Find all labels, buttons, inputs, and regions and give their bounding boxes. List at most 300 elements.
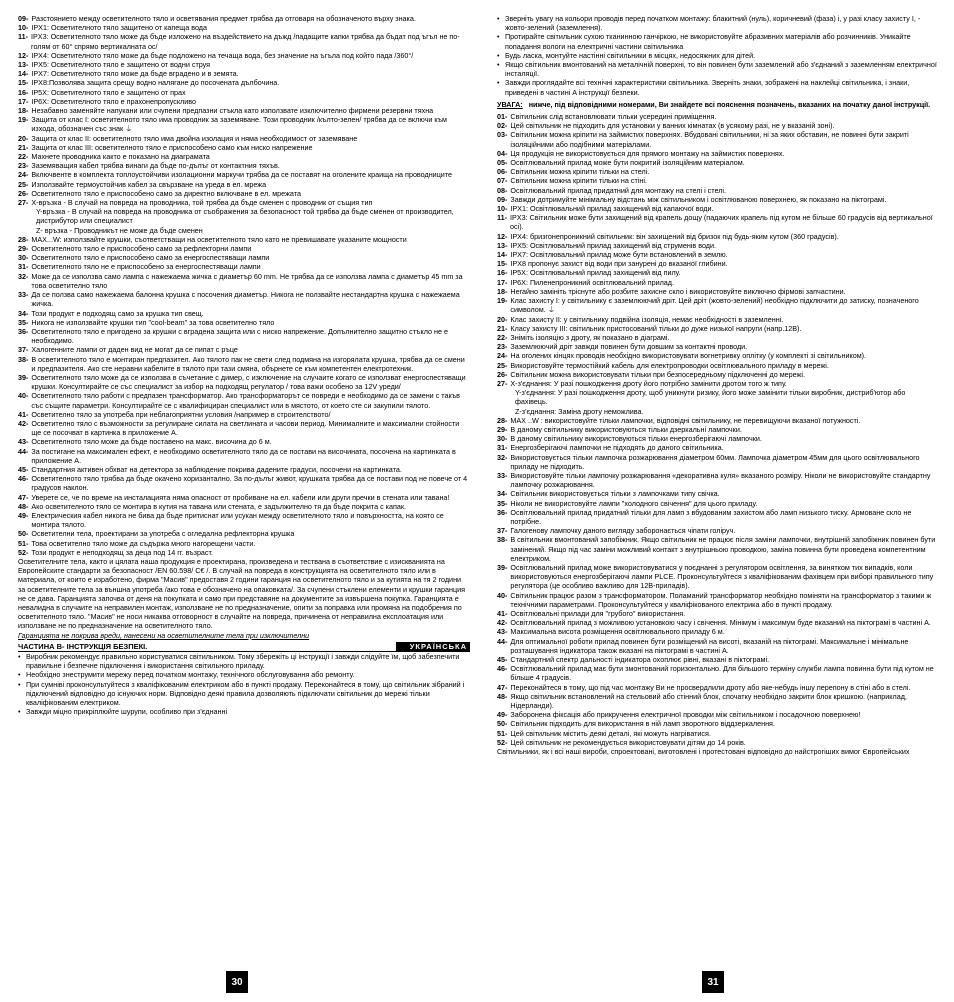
bullet-item [18, 707, 470, 716]
item-text: IPX1: Осветителното тяло защитено от капеща вода [31, 23, 207, 33]
item-text: IP6X: Осветителното тяло е прахонепропускливо [31, 96, 196, 106]
item-text: Використовуйте термостійкий кабель для електропроводки освітлювального приладу в мережі. [510, 360, 829, 370]
list-item [497, 499, 937, 508]
item-number: 36- [18, 326, 29, 336]
item-number: 38- [497, 535, 508, 545]
list-item [497, 121, 937, 130]
item-text: Освітлювальний прилад придатний для монтажу на стелі і стелі. [510, 185, 727, 195]
item-number: 27- [497, 378, 508, 388]
item-text: Осветителното тяло може да се използва в съчетание с димер, с изключение на случаите когато се използват енергоспестяващи крушки. Консултирайте се със специалист за избор на подходящ регулатор / това важи особено за 12V уреди/ [31, 372, 466, 392]
section-header [18, 642, 470, 652]
item-text: Галогенову лампочку даного вигляду заборонається чіпати голіруч. [510, 526, 736, 536]
list-item [18, 345, 470, 354]
item-number: 14- [497, 250, 508, 260]
bullet-text: Виробник рекомендує правильно користуватися світильником. Тому збережіть ці інструкції і завжди слідуйте їм, щоб забезпечити правильне і безпечне підключення і використання світильного приладу. [26, 652, 460, 671]
list-item [18, 161, 470, 170]
bullet-text: Завжди міцно прикріплюйте шурупи, особливо при з'єднанні [26, 707, 228, 717]
item-text: Використовується тільки лампочка розжарювання діаметром 60мм. Лампочка діаметром 45мм для цього освітлювального приладу не підходить. [510, 452, 920, 471]
item-text: IPX3: Осветителното тяло може да бъде изложено на въздействието на дъжд /падащите капки трябва да бъдат под ъгъл не по-голям от 60° спрямо вертикалната ос/ [31, 32, 460, 51]
item-text: Освітлювальний прилад має бути змонтований горизонтально. Для більшого терміну служби лампа повинна бути під кутом не більше 4 градусів. [510, 664, 934, 683]
list-item [18, 170, 470, 179]
list-item [497, 508, 937, 526]
item-text: Завжди дотримуйте мінімальну відстань між світильником і освітлюваною поверхнею, як показано на піктограмі. [510, 194, 887, 204]
item-number: 47- [18, 492, 29, 502]
item-text: В даному світильнику використовуються тільки дзеркальні лампочки. [510, 424, 742, 434]
item-number: 40- [18, 391, 29, 401]
item-text: Z-з'єднання: Заміна дроту неможлива. [515, 406, 644, 416]
list-item [497, 609, 937, 618]
item-text: MAX ..W : використовуйте тільки лампочки, відповідні світильнику, не перевищуючи вказаної потужності. [510, 415, 861, 425]
item-number: 33- [497, 470, 508, 480]
list-item [497, 232, 937, 241]
item-text: За постигане на максимален ефект, е необходимо осветителното тяло да се постави на височината, посочена на картинката в приложение A. [31, 446, 456, 465]
item-text: Може да се използва само лампа с нажежаема жичка с диаметър 60 mm. Не трябва да се използва лампа с диаметър 45 mm за това осветително тяло [31, 271, 463, 290]
item-number: 50- [497, 719, 508, 729]
item-text: Ця продукція не використовується для прямого монтажу на займистих поверхнях. [510, 148, 785, 158]
right-bullet-list [497, 14, 937, 97]
item-number: 31- [497, 443, 508, 453]
item-number: 21- [18, 142, 29, 152]
list-item [18, 373, 470, 391]
list-item [18, 152, 470, 161]
left-bullet-list [18, 652, 470, 716]
item-number: 43- [18, 437, 29, 447]
item-text: IPX5: Осветителното тяло е защитено от водни струя [31, 60, 211, 70]
item-text: Осветителното тяло работи с предпазен трансформатор. Ако трансформаторът се повреди е необходимо да се замени с такъв със същите параметри. Консултирайте се с квалифициран специалист или в мястото, от което сте си закупили тялото. [31, 391, 460, 410]
list-item [497, 130, 937, 148]
item-number: 45- [497, 655, 508, 665]
list-item [18, 309, 470, 318]
item-text: Стандартния активен обхват на детектора за наблюдение покрива дадените градуси, посочени на картинката. [31, 464, 402, 474]
item-number: 14- [18, 69, 29, 79]
item-number: 24- [497, 351, 508, 361]
list-item [18, 180, 470, 189]
item-text: IPX7: Освітлювальний прилад може бути встановлений в землю. [510, 250, 728, 260]
item-number: 23- [18, 161, 29, 171]
list-item [18, 539, 470, 548]
item-number: 10- [497, 204, 508, 214]
item-number: 38- [18, 354, 29, 364]
list-item [497, 250, 937, 259]
item-text: Никога не използвайте крушки тип "cool-beam" за това осветително тяло [31, 317, 275, 327]
item-number: 16- [497, 268, 508, 278]
item-text: Ніколи не використовуйте лампи "холодного свічення" для цього приладу. [510, 498, 758, 508]
item-text: Осветителното тяло е пригодено за крушки с вградена защита или с ниско напрежение. Допълнително защитно стъкло не е необходимо. [31, 326, 448, 346]
item-text: Да се ползва само нажежаема балонна крушка с посочения диаметър. Никога не ползвайте нестандартна крушка с нажежаема жичка. [31, 290, 460, 309]
item-number: 31- [18, 262, 29, 272]
item-number: 29- [18, 244, 29, 254]
list-item [18, 198, 470, 207]
warning-label: УВАГА: [497, 99, 523, 109]
item-number: 35- [497, 498, 508, 508]
item-number: 34- [18, 308, 29, 318]
item-text: IPX4: Осветителното тяло може да бъде подложено на течаща вода, без значение на ъгъла под който пада /360°/ [31, 50, 414, 60]
bullet-icon: • [18, 707, 21, 717]
list-item [497, 388, 937, 406]
list-item [18, 60, 470, 69]
item-text: IPX3: Світильник може бути захищений від крапель дощу (падаючих крапель під кутом не більше 60 градусів від вертикальної осі). [510, 213, 933, 232]
list-item [18, 97, 470, 106]
item-number: 40- [497, 590, 508, 600]
bullet-text: Необхідно знеструмити мережу перед початком монтажу, технічного обслуговування або ремонту. [26, 670, 355, 680]
item-text: Уверете се, че по време на инсталацията няма опасност от пробиване на ел. кабели или други пречки в стената или тавана! [31, 492, 450, 502]
item-text: Світильник можна кріпити на займистих поверхнях. Вбудовані світильники, ні за яких обставин, не повинні бути закриті ізоляційними або подібними матеріалами. [510, 130, 909, 149]
item-number: 49- [18, 510, 29, 520]
item-number: 28- [497, 415, 508, 425]
list-item [497, 443, 937, 452]
item-number: 32- [497, 452, 508, 462]
list-item [18, 143, 470, 152]
item-number: 12- [497, 231, 508, 241]
list-item [18, 244, 470, 253]
item-number: 52- [497, 737, 508, 747]
list-item [18, 318, 470, 327]
bullet-icon: • [18, 652, 21, 662]
item-text: Осветително тяло с възможности за регулиране силата на светлината и часови период. Минималните и максимални стойности ще се посочват в картинка в приложение A. [31, 418, 460, 438]
item-text: В даному світильнику використовуються тільки енергозберігаючі лампочки. [510, 434, 762, 444]
bullet-icon: • [18, 670, 21, 680]
list-item [18, 419, 470, 437]
item-number: 07- [497, 176, 508, 186]
item-number: 03- [497, 130, 508, 140]
bullet-icon: • [497, 14, 500, 23]
item-text: Переконайтеся в тому, що під час монтажу Ви не просвердлили дроту або яке-небудь іншу перепону в стіні або в стелі. [510, 682, 911, 692]
list-item [497, 112, 937, 121]
list-item [497, 268, 937, 277]
item-number: 18- [497, 286, 508, 296]
item-text: Клас захисту II: у світильнику подвійна ізоляція, немає необхідності в заземленні. [510, 314, 784, 324]
item-number: 25- [497, 360, 508, 370]
list-item [497, 563, 937, 591]
item-number: 39- [18, 372, 29, 382]
item-text: Для оптимальної роботи прилад повинен бути розміщений на висоті, вказаній на піктограмі. Максимальне і мінімальне розташування індикатора також вказані на піктограмі в частині A. [510, 636, 909, 655]
item-text: Използвайте термоустойчив кабел за свързване на уреда в ел. мрежа [31, 179, 267, 189]
list-item [18, 23, 470, 32]
bullet-icon: • [497, 32, 500, 42]
item-text: Халогенните лампи от даден вид не могат да се пипат с ръце [31, 345, 238, 355]
item-number: 22- [497, 332, 508, 342]
item-number: 24- [18, 170, 29, 180]
list-item [497, 324, 937, 333]
list-item [497, 149, 937, 158]
item-number: 08- [497, 185, 508, 195]
bullet-item [497, 14, 937, 32]
item-text: IPX4: бризгонепроникний світильник: він захищений від бризок під будь-яким кутом (360 градусів). [510, 231, 839, 241]
list-item [497, 627, 937, 636]
list-item [497, 195, 937, 204]
list-item [497, 471, 937, 489]
item-number: 22- [18, 152, 29, 162]
list-item [497, 710, 937, 719]
item-text: Ако осветителното тяло се монтира в кутия на тавана или стената, е задължително тя да бъде покрита с капак. [31, 501, 407, 511]
item-number: 41- [497, 609, 508, 618]
item-number: 11- [18, 32, 28, 42]
bullet-item [497, 51, 937, 60]
item-number: 05- [497, 158, 508, 168]
item-number: 20- [18, 133, 29, 143]
list-item [18, 474, 470, 492]
section-title: ЧАСТИНА B- ІНСТРУКЦІЯ БЕЗПЕКІ. [18, 641, 148, 651]
warranty-paragraph: Осветителните тела, както и цялата наша продукция е проектирана, произведена и тествана в съответствие с изискванията на Европейските стандарти за безопасност /EN 60.598/ C€ /. В случай на повреда в конструкцията на осветителното тяло или в материала, от които е изработено, фирма "Масив" предоставя 2 години гаранция на осветителното тяло и за кутията на тя 2 години за осветителните тела за външна употреба /ако това е обозначено на опаковката/. За счупени стъклени елементи и крушки гаранция не се дава. Гаранцията започва от деня на покупката и само при представяне на документите за извършена покупка. Гаранцията е невалидна в случаите на неправилен монтаж, използване не по предназначение, опити за поправка или промяна на подобрения по осветителното тяло. "Масив" не носи никаква отговорност в случайте на повреда, причинена от неправилна експлоатация или използване не по предназначение на осветителното тяло. [18, 556, 465, 631]
item-text: Защита от клас III: осветителното тяло е приспособено само към ниско напрежение [31, 142, 313, 152]
list-item [18, 262, 470, 271]
bullet-item [497, 78, 937, 96]
item-number: 45- [18, 464, 29, 474]
list-item [18, 69, 470, 78]
item-text: Y-връзка - В случай на повреда на проводника от съображения за безопасност той трябва да бъде сменен от производител, дистрибутор или специалист [36, 207, 454, 226]
list-item [497, 213, 937, 231]
item-number: 16- [18, 87, 29, 97]
item-number: 11- [497, 213, 507, 223]
language-badge: УКРАЇНСЬКА [396, 642, 470, 651]
item-number: 32- [18, 271, 29, 281]
item-text: Осветително тяло за употреба при неблагоприятни условия /например в строителството/ [31, 409, 331, 419]
item-number: 28- [18, 234, 29, 244]
list-item [18, 272, 470, 290]
list-item [497, 434, 937, 443]
item-number: 26- [497, 369, 508, 379]
list-item [18, 106, 470, 115]
list-item [18, 226, 470, 235]
item-number: 02- [497, 121, 508, 131]
item-number: 13- [497, 240, 508, 250]
list-item [497, 333, 937, 342]
item-number: 09- [18, 14, 29, 23]
item-number: 50- [18, 529, 29, 539]
item-number: 42- [18, 418, 29, 428]
item-text: Клас захисту I: у світильнику є заземлюючий дріт. Цей дріт (жовто-зелений) необхідно підключити до затиску, позначеного символом. ⏚ [510, 296, 919, 315]
item-text: Освітлювальний прилад може бути покритий ізоляційним матеріалом. [510, 158, 745, 168]
item-text: Максимальна висота розміщення освітлювального приладу 6 м. [510, 627, 725, 637]
item-text: На оголених кінцях проводів необхідно використовувати вогнетривку оплітку (у комплекті зі світильником). [510, 351, 867, 361]
item-text: Використовуйте тільки лампочку розжарювання «декоративна куля» вказаного розміру. Ніколи не використовуйте стандартну лампочку розжарювання. [510, 470, 931, 490]
item-text: Цей світильник містить деякі деталі, які можуть нагріватися. [510, 728, 711, 738]
item-number: 18- [18, 106, 29, 116]
list-item [18, 493, 470, 502]
list-item [497, 692, 937, 710]
item-number: 41- [18, 409, 29, 419]
item-text: IPX5: Освітлювальний прилад захищений від струменів води. [510, 240, 716, 250]
list-item [18, 134, 470, 143]
item-text: Това осветително тяло може да съдържа много нагорещени части. [31, 538, 256, 548]
item-text: Осветителното тяло е приспособено само за енергоспестяващи лампи [31, 253, 270, 263]
list-item [497, 618, 937, 627]
bullet-text: Будь ласка, монтуйте настінні світильники в місцях, недосяжних для дітей. [505, 50, 756, 60]
list-item [497, 167, 937, 176]
bullet-text: Зверніть увагу на кольори проводів перед початком монтажу: блакитний (нуль), коричневий (фаза) і, у разі класу захисту I, - жовто-зелений (заземлення). [505, 14, 921, 33]
list-item [18, 290, 470, 308]
item-number: 17- [497, 277, 508, 287]
item-text: Класу захисту III: світильник пристосований тільки до дуже низької напруги (напр.12В). [510, 323, 802, 333]
list-item [497, 379, 937, 388]
item-number: 15- [497, 259, 508, 269]
item-number: 43- [497, 627, 508, 637]
list-item [18, 32, 470, 50]
list-item [18, 88, 470, 97]
list-item [497, 259, 937, 268]
item-number: 51- [18, 538, 29, 548]
list-item [497, 407, 937, 416]
item-number: 25- [18, 179, 29, 189]
item-text: IP5X: Освітлювальний прилад захищений від пилу. [510, 268, 681, 278]
list-item [497, 241, 937, 250]
list-item [18, 465, 470, 474]
list-item [497, 453, 937, 471]
list-item [497, 296, 937, 314]
item-text: Освітлювальний прилад може використовуватися у поєднанні з регулятором освітлення, за винятком тих випадків, коли використовуються енергозберігаючі лампи PLCE. Проконсультуйтеся з кваліфікованим фахівцем при виборі правильного типу регулятора (це особливо важливо для 12В-приладів). [510, 562, 934, 591]
list-item [497, 526, 937, 535]
bullet-item [497, 32, 937, 50]
list-item [497, 176, 937, 185]
item-number: 21- [497, 323, 508, 333]
item-text: IP5X: Осветителното тяло е защитено от прах [31, 87, 186, 97]
bullet-item [18, 680, 470, 708]
item-number: 42- [497, 618, 508, 628]
left-column [18, 14, 470, 716]
item-text: Защита от клас I: осветителното тяло има проводник за заземяване. Този проводник /кълто-зелен/ трябва да се включи към изхода, обозначен със знак ⏚ [31, 115, 447, 134]
item-text: IPX8 пропонує захист від води при занурені до вказаної глибини. [510, 259, 728, 269]
item-number: 13- [18, 60, 29, 70]
item-number: 48- [497, 691, 508, 701]
item-number: 49- [497, 710, 508, 720]
item-text: X-връзка - В случай на повреда на проводника, той трябва да бъде сменен с проводник от същия тип [31, 198, 373, 208]
item-text: IPX7: Осветителното тяло може да бъде вградено и в земята. [31, 69, 239, 79]
item-text: Y-з'єднання: У разі пошкодження дроту, щоб уникнути ризику, його може замінити тільки виробник, дистриб'ютор або фахівець. [515, 388, 906, 407]
list-item [18, 235, 470, 244]
item-number: 39- [497, 562, 508, 572]
warranty-note: Гаранцията не покрива вреди, нанесени на осветителните тела при изключителни [18, 630, 310, 640]
list-item [18, 548, 470, 557]
item-text: Осветителни тела, проектирани за употреба с огледална рефлекторна крушка [31, 529, 295, 539]
list-item [497, 370, 937, 379]
item-number: 01- [497, 112, 508, 122]
item-text: Якщо світильник встановлений на стельовий або стінний блок, спочатку необхідно закрити блок кришкою. (наприклад, Нідерланди). [510, 691, 907, 711]
item-text: В світильник вмонтований запобіжник. Якщо світильник не працює після заміни лампочки, внутрішній запобіжник повинен бути замінений. Якщо під час заміни можливий контакт з внутрішньою проводкою, заміна повинна бути проведена компетентним електриком. [510, 535, 936, 563]
list-item [18, 529, 470, 538]
item-text: Світильник можна кріпити тільки на стелі. [510, 167, 650, 177]
item-text: MAX...W: използвайте крушки, съответстващи на осветителното тяло като не превишавате указаните мощности [31, 234, 407, 244]
list-item [497, 591, 937, 609]
item-number: 44- [18, 446, 29, 456]
item-number: 44- [497, 636, 508, 646]
list-item [497, 204, 937, 213]
list-item [18, 14, 470, 23]
list-item [497, 186, 937, 195]
list-item [18, 502, 470, 511]
page-number-left: 30 [226, 971, 248, 993]
item-number: 10- [18, 23, 29, 33]
item-text: Осветителното тяло е приспособено само за директно включване в ел. мрежата [31, 188, 301, 198]
item-number: 30- [18, 253, 29, 263]
list-item [497, 158, 937, 167]
bullet-icon: • [497, 60, 500, 70]
right-column [497, 14, 937, 756]
item-number: 30- [497, 434, 508, 444]
list-item [18, 391, 470, 409]
list-item [18, 253, 470, 262]
item-text: Світильник підходить для використання в ній ламп зворотного віддзеркалення. [510, 719, 775, 729]
list-item [18, 410, 470, 419]
item-number: 34- [497, 489, 508, 499]
bullet-item [18, 670, 470, 679]
list-item [18, 78, 470, 87]
item-text: Защита от клас II: осветителното тяло има двойна изолация и няма необходимост от заземяване [31, 133, 358, 143]
item-text: Негайно замініть тріснуте або розбите захисне скло і використовуйте виключно фірмові запчастини. [510, 286, 846, 296]
bullet-icon: • [497, 50, 500, 60]
list-item [18, 447, 470, 465]
item-text: Заземлюючий дріт завжди повинен бути довшим за контактні проводи. [510, 342, 748, 352]
list-item [497, 425, 937, 434]
left-numbered-list [18, 14, 470, 557]
item-text: Осветителното тяло е приспособено само за рефлекторни лампи [31, 244, 252, 254]
item-text: Освітлювальний прилад з можливою установкою часу і свічення. Мінімум і максимум буде вказаний на піктограмі в частині A. [510, 618, 931, 628]
item-number: 26- [18, 188, 29, 198]
item-number: 47- [497, 682, 508, 692]
item-number: 09- [497, 194, 508, 204]
item-number: 33- [18, 290, 29, 300]
item-number: 51- [497, 728, 508, 738]
list-item [497, 278, 937, 287]
list-item [497, 738, 937, 747]
list-item [18, 327, 470, 345]
list-item [18, 51, 470, 60]
warning-block [497, 100, 937, 109]
item-text: Осветителното тяло трябва да бъде окачено хоризантално. За по-дълъг живот, крушката трябва да се постави под не повече от 4 градусов наклон. [31, 474, 468, 493]
list-item [497, 351, 937, 360]
item-text: Світильник слід встановлювати тільки усередині приміщення. [510, 112, 717, 122]
item-text: Включвенте в комплекта топлоустойчиви изолационни маркучи трябва да се поставят на оголените краища на проводниците [31, 170, 453, 180]
list-item [497, 489, 937, 498]
bullet-text: Якщо світильник вмонтований на металічній поверхні, то він повинен бути заземлений або з'єднаний з заземленням електричної інсталяції. [505, 60, 937, 79]
item-text: IPX1: Освітлювальний прилад захищений від капаючої води. [510, 204, 714, 214]
list-item [497, 361, 937, 370]
list-item [497, 655, 937, 664]
item-number: 52- [18, 547, 29, 557]
list-item [497, 315, 937, 324]
closing-paragraph: Світильники, як і всі наші вироби, спроектовані, виготовлені і протестовані відповідно до найстрогіших вимог Європейських [497, 747, 910, 757]
item-text: Осветителното тяло не е приспособено за енергоспестяващи лампи [31, 262, 261, 272]
item-number: 19- [497, 296, 508, 306]
warning-text: нижче, під відповідними номерами, Ви знайдете всі пояснення позначень, вказаних на початку даної інструкції. [528, 99, 931, 109]
item-text: Z- връзка - Проводникът не може да бъде сменен [36, 225, 203, 235]
list-item [497, 637, 937, 655]
list-item [18, 437, 470, 446]
bullet-icon: • [18, 679, 21, 689]
item-text: Зніміть ізоляцію з дроту, як показано в діаграмі. [510, 332, 670, 342]
item-number: 20- [497, 314, 508, 324]
item-text: В осветителното тяло е монтиран предпазител. Ако тялото пак не свети след подмяна на изгорялата крушка, трябва да се смени и предпазителя. Ако сте неравни кабелите в тялото при тази смяна, обърнете се към компетентен електротехник. [31, 354, 465, 373]
list-item [497, 342, 937, 351]
bullet-item [497, 60, 937, 78]
item-number: 37- [18, 345, 29, 355]
item-text: Махнете проводника както е показано на диаграмата [31, 152, 210, 162]
bullet-text: Протирайте світильник сухою тканинною ганчіркою, не використовуйте абразивних матеріалів або розчинників. Уникайте попадання вологи на електричні частини світильника [505, 32, 911, 51]
list-item [497, 683, 937, 692]
item-text: Този продукт е подходящ само за крушка тип свещ. [31, 308, 204, 318]
bullet-icon: • [497, 78, 500, 88]
item-number: 12- [18, 50, 29, 60]
list-item [497, 719, 937, 728]
item-number: 15- [18, 78, 29, 88]
bullet-text: При сумніві проконсультуйтеся з кваліфікованим електриком або в пункті продажу. Переконайтеся в тому, що світильник зібраний і підключений відповідно до існуючих норм. Відповідно деякі правила дозволяють підключати світильник до мережі тільки кваліфікованим електриком. [26, 679, 465, 708]
item-number: 48- [18, 501, 29, 511]
list-item [18, 189, 470, 198]
item-number: 35- [18, 317, 29, 327]
list-item [497, 287, 937, 296]
list-item [18, 355, 470, 373]
item-text: Освітлювальні прилади для "грубого" використання. [510, 609, 686, 618]
item-text: Този продукт е неподходящ за деца под 14 гг. възраст. [31, 547, 214, 557]
